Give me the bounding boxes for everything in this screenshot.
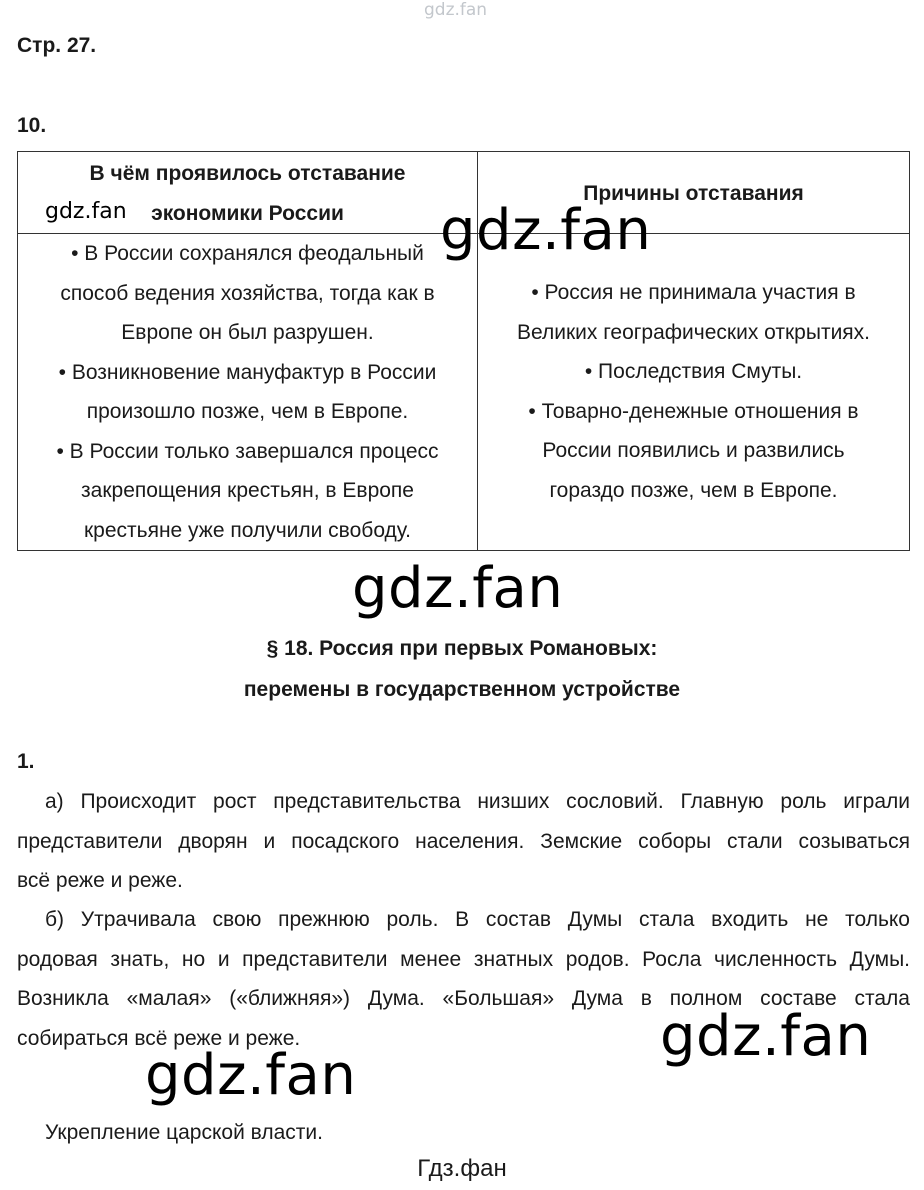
col1-line: произошло позже, чем в Европе. — [86, 400, 409, 423]
para-a-line: а) Происходит рост представительства низших сословий. Главную роль играли — [45, 790, 910, 813]
col1-line: • В России сохранялся феодальный — [71, 242, 424, 265]
col1-line: • Возникновение мануфактур в России — [58, 360, 437, 384]
para-b-line: собираться всё реже и реже. — [17, 1026, 301, 1050]
para-b-line: Возникла «малая» («ближняя») Дума. «Большая» Дума в полном составе стала — [17, 987, 910, 1010]
section-title-line2: перемены в государственном устройстве — [243, 678, 681, 701]
col1-line: крестьяне уже получили свободу. — [83, 518, 412, 542]
page-header: Стр. 27. — [17, 34, 97, 57]
watermark: gdz.fan — [352, 556, 564, 621]
table-body-col1 — [18, 234, 478, 551]
task-10-number: 10. — [17, 114, 47, 137]
final-line: Укрепление царской власти. — [45, 1121, 323, 1144]
watermark: gdz.fan — [440, 198, 652, 263]
col2-line: России появились и развились — [542, 439, 845, 462]
col2-line: • Россия не принимала участия в — [531, 281, 856, 304]
task-1-number: 1. — [17, 750, 35, 773]
paragraph-a — [17, 782, 910, 901]
top-watermark: gdz.fan — [424, 0, 488, 20]
col2-line: • Товарно-денежные отношения в — [528, 399, 859, 423]
col1-line: Европе он был разрушен. — [121, 321, 374, 344]
col1-header-line2: экономики России — [151, 201, 344, 225]
para-b-line: родовая знать, но и представители менее знатных родов. Росла численность Думы. — [17, 947, 910, 971]
para-a-line: представители дворян и посадского населения. Земские соборы стали созываться — [17, 829, 910, 853]
footer-watermark: Гдз.фан — [417, 1155, 507, 1182]
watermark: gdz.fan — [45, 199, 127, 224]
watermark: gdz.fan — [145, 1043, 357, 1108]
table-body-row — [18, 234, 910, 551]
watermark: gdz.fan — [660, 1004, 872, 1069]
col1-header-line1: В чём проявилось отставание — [89, 162, 406, 185]
col1-line: способ ведения хозяйства, тогда как в — [60, 281, 435, 305]
col1-line: закрепощения крестьян, в Европе — [81, 479, 414, 502]
col2-line: Великих географических открытиях. — [516, 320, 871, 344]
section-title-line1: § 18. Россия при первых Романовых: — [266, 637, 658, 660]
col2-line: гораздо позже, чем в Европе. — [549, 478, 838, 502]
table-body-col2 — [478, 234, 910, 551]
col2-line: • Последствия Смуты. — [584, 360, 803, 383]
section-title — [0, 628, 924, 710]
col1-line: • В России только завершался процесс — [56, 439, 439, 463]
col2-header: Причины отставания — [583, 182, 804, 205]
para-b-line: б) Утрачивала свою прежнюю роль. В состав Думы стала входить не только — [45, 908, 910, 931]
para-a-line: всё реже и реже. — [17, 869, 183, 892]
